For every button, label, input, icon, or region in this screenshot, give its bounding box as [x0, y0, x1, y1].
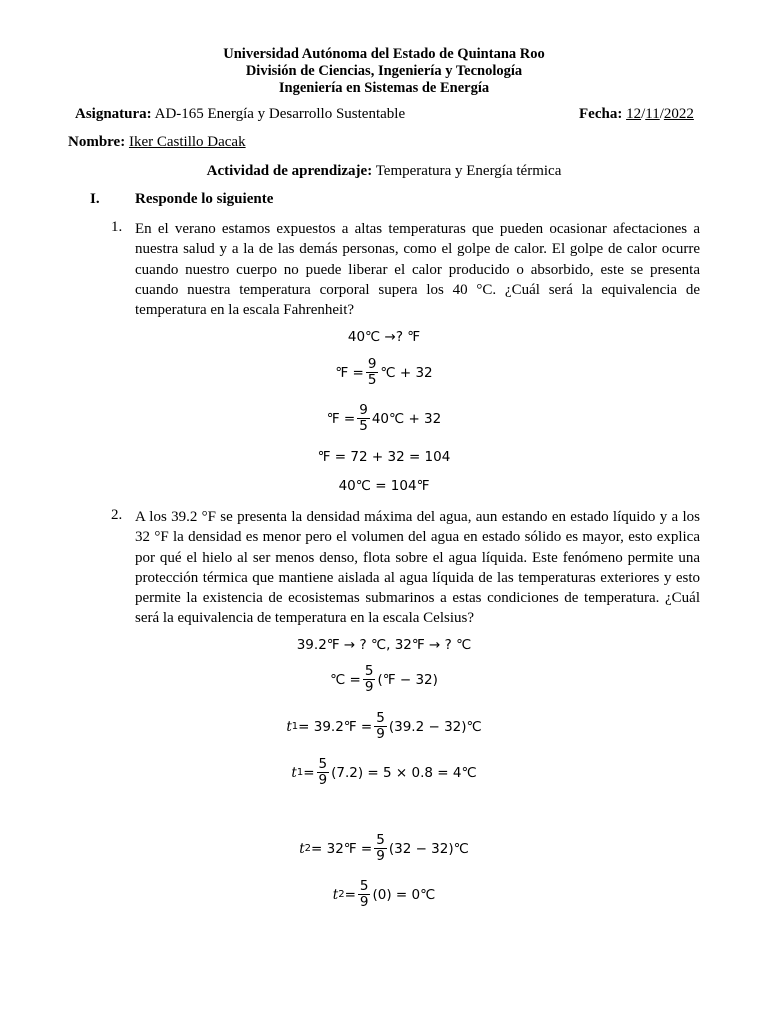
q2-eq4-mid: = — [303, 764, 315, 781]
activity-row — [0, 163, 768, 180]
q2-eq2-rhs: (℉ − 32) — [377, 671, 438, 688]
q2-eq3-rhs: (39.2 − 32)℃ — [388, 718, 482, 735]
q2-eq3-mid: = 39.2℉ = — [298, 718, 373, 735]
subject-row — [75, 106, 405, 123]
q2-eq2-fraction — [363, 664, 376, 695]
q2-eq5-rhs: (32 − 32)℃ — [388, 840, 469, 857]
date-month: 11 — [645, 106, 660, 122]
date-sep-1: / — [641, 106, 646, 122]
q2-eq6-rhs: (0) = 0℃ — [372, 886, 436, 903]
q1-eq2-rhs: ℃ + 32 — [380, 364, 433, 381]
q1-eq3-num: 9 — [359, 402, 368, 418]
q1-eq2-fraction — [366, 357, 379, 388]
q1-eq1: 40℃ →? ℉ — [347, 329, 421, 345]
q1-eq2-den: 5 — [367, 372, 377, 388]
q2-eq3-num: 5 — [376, 710, 385, 726]
q2-text: A los 39.2 °F se presenta la densidad máxima del agua, aun estando en estado líquido y a los 32 °F la densidad es menor pero el volumen del agua en estado sólido es mayor, esto explica por qué el hielo al ser menos denso, flota sobre el agua líquida. Este fenómeno permite una protección térmica que mantiene aislada al agua líquida de las temperaturas exteriores y esto permite la existencia de ecosistemas submarinos a estas condiciones de temperatura. ¿Cuál será la equivalencia de temperatura en la escala Celsius? — [135, 509, 700, 627]
q2-eq3-fraction — [374, 711, 387, 742]
activity-value: Temperatura y Energía térmica — [375, 163, 562, 179]
name-label: Nombre: — [68, 134, 126, 150]
q2-eq5-sub: 2 — [304, 843, 312, 854]
name-row — [68, 134, 246, 151]
q2-eq2-num: 5 — [364, 663, 374, 679]
section-title: Responde lo siguiente — [135, 191, 274, 207]
q2-eq2-lhs: ℃ = — [330, 671, 361, 688]
subject-value: AD-165 Energía y Desarrollo Sustentable — [154, 106, 406, 122]
q2-eq4-fraction — [317, 757, 330, 788]
q2-eq4-sub: 1 — [296, 767, 304, 778]
q1-eq2-num: 9 — [367, 356, 377, 372]
q1-number: 1. — [111, 219, 123, 235]
q2-eq5-fraction — [374, 833, 387, 864]
q1-eq2-lhs: ℉ = — [335, 364, 364, 381]
q2-eq6-sub: 2 — [338, 889, 345, 900]
q2-eq1: 39.2℉ → ? ℃, 32℉ → ? ℃ — [296, 637, 472, 653]
q2-eq6-num: 5 — [359, 878, 369, 894]
q2-eq4-rhs: (7.2) = 5 × 0.8 = 4℃ — [331, 764, 477, 781]
q2-eq3-sub: 1 — [291, 721, 299, 732]
q2-eq4-num: 5 — [318, 756, 328, 772]
q2-eq6-fraction — [358, 879, 371, 910]
q1-eq3-den: 5 — [359, 418, 368, 434]
q2-eq3-var: t — [286, 718, 292, 735]
date-day: 12 — [626, 106, 642, 122]
q2-eq6-var: t — [332, 886, 339, 903]
q1-eq2 — [0, 357, 768, 388]
date-sep-2: / — [659, 106, 664, 122]
activity-label: Actividad de aprendizaje: — [206, 163, 373, 179]
q1-eq3 — [0, 403, 768, 434]
q1-eq5: 40℃ = 104℉ — [338, 478, 430, 494]
q2-eq5 — [0, 833, 768, 864]
q2-eq6 — [0, 879, 768, 910]
q2-eq2-den: 9 — [364, 679, 374, 695]
q1-eq3-fraction — [357, 403, 370, 434]
q2-eq5-num: 5 — [376, 832, 385, 848]
q1-eq3-rhs: 40℃ + 32 — [371, 410, 442, 427]
q2-eq4-den: 9 — [318, 772, 328, 788]
name-value: Iker Castillo Dacak — [128, 134, 246, 150]
q2-eq5-den: 9 — [376, 848, 385, 864]
q2-eq6-den: 9 — [359, 894, 369, 910]
q1-text: En el verano estamos expuestos a altas temperaturas que pueden ocasionar afectaciones a nuestra salud y a la de las demás personas, como el golpe de calor. El golpe de calor ocurre cuando nuestro cuerpo no puede liberar el calor producido o absorbido, este se presenta cuando nuestra temperatura corporal supera los 40 °C. ¿Cuál será la equivalencia de temperatura en la escala Fahrenheit? — [135, 221, 700, 319]
q1-eq3-lhs: ℉ = — [326, 410, 356, 427]
q2-eq5-mid: = 32℉ = — [311, 840, 373, 857]
q2-eq2 — [0, 664, 768, 695]
date-year: 2022 — [663, 106, 694, 122]
q2-eq3 — [0, 711, 768, 742]
program-name: Ingeniería en Sistemas de Energía — [278, 80, 490, 96]
q1-eq4: ℉ = 72 + 32 = 104 — [317, 449, 451, 465]
q2-eq6-mid: = — [344, 886, 356, 903]
date-label: Fecha: — [579, 106, 623, 122]
subject-label: Asignatura: — [75, 106, 152, 122]
q2-eq4-var: t — [291, 764, 297, 781]
q2-eq4 — [0, 757, 768, 788]
q2-eq3-den: 9 — [376, 726, 385, 742]
q2-number: 2. — [111, 507, 123, 523]
q2-eq5-var: t — [299, 840, 305, 857]
university-name: Universidad Autónoma del Estado de Quintana Roo — [223, 46, 545, 62]
date-row — [579, 106, 694, 123]
section-numeral: I. — [90, 191, 100, 207]
division-name: División de Ciencias, Ingeniería y Tecnología — [245, 63, 523, 79]
